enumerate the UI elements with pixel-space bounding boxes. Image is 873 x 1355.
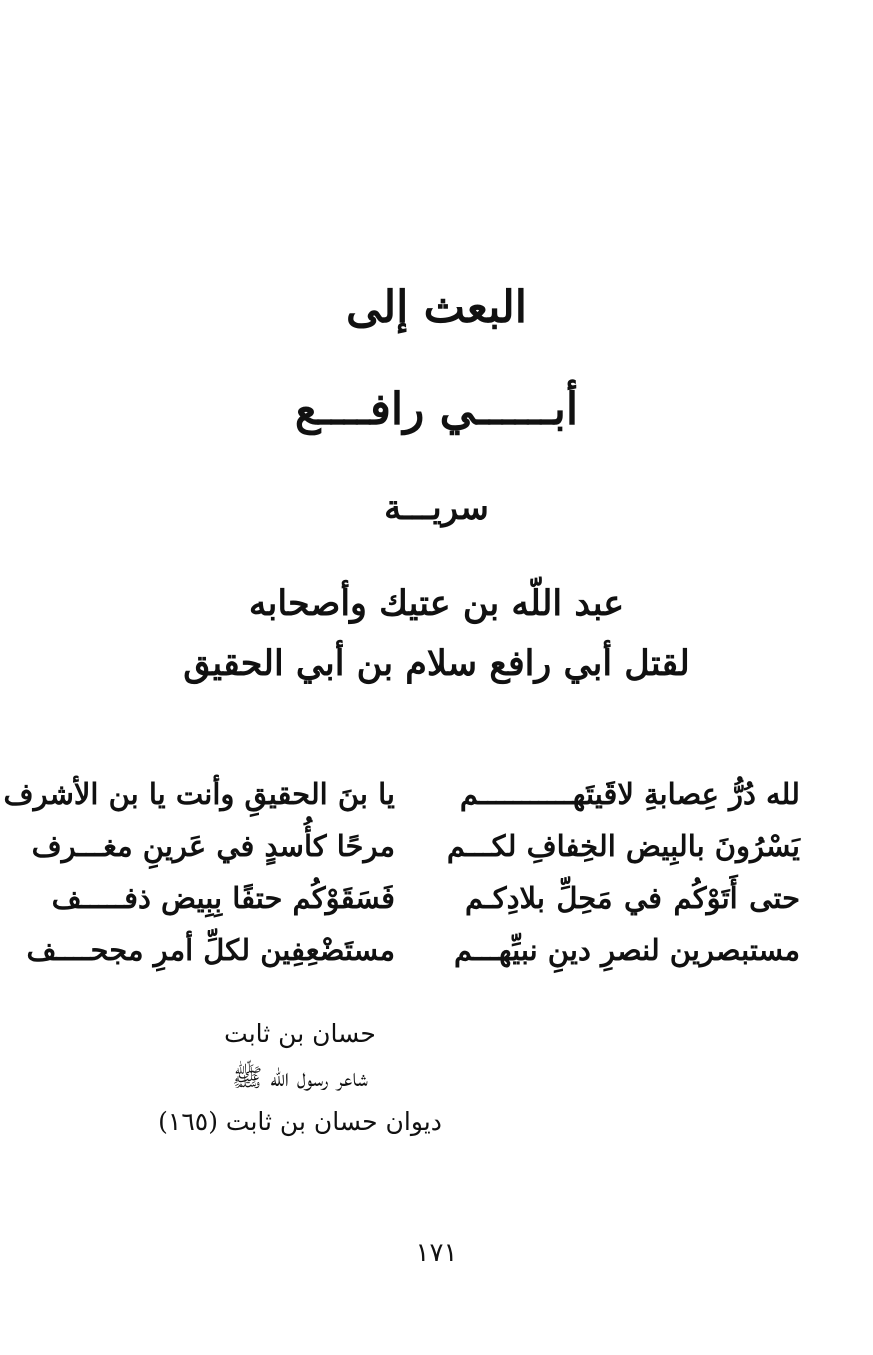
poem-second-hemistich: يا بنَ الحقيقِ وأنت يا بن الأشرف bbox=[3, 777, 395, 811]
chapter-subtitle: سريـــة bbox=[384, 488, 489, 528]
poet-name: حسان بن ثابت bbox=[224, 1019, 376, 1048]
poem-first-hemistich: حتى أَتَوْكُم في مَحِلِّ بلادِكـم bbox=[465, 881, 800, 915]
poem-verse bbox=[26, 924, 800, 976]
poem-attribution bbox=[120, 1012, 480, 1144]
intro-line-2: لقتل أبي رافع سلام بن أبي الحقيق bbox=[183, 643, 690, 684]
chapter-title-line-1: البعث إلى bbox=[346, 282, 527, 333]
intro-line-1: عبد اللّه بن عتيك وأصحابه bbox=[248, 583, 625, 624]
poem-verse bbox=[3, 768, 800, 820]
poem-first-hemistich: يَسْرُونَ بالبِيض الخِفافِ لكـــم bbox=[446, 829, 800, 863]
poem-first-hemistich: مستبصرين لنصرِ دينِ نبيِّهـــم bbox=[453, 933, 800, 967]
poem-second-hemistich: فَسَقَوْكُم حتفًا بِبِيض ذفـــــف bbox=[51, 881, 395, 915]
poem-source: ديوان حسان بن ثابت (١٦٥) bbox=[158, 1107, 442, 1136]
poem-block bbox=[3, 768, 800, 976]
poem-verse bbox=[31, 820, 800, 872]
poem-first-hemistich: لله دُرُّ عِصابةِ لاقَيتَهـــــــــــم bbox=[459, 777, 800, 811]
poem-second-hemistich: مرحًا كأُسدٍ في عَرينِ مغـــرف bbox=[31, 829, 395, 863]
chapter-title-line-2: أبــــــي رافــــع bbox=[294, 384, 579, 435]
page-number: ١٧١ bbox=[415, 1238, 458, 1268]
poet-role: شاعر رسول اللّه ﷺ bbox=[232, 1063, 368, 1092]
poem-second-hemistich: مستَضْعِفِين لكلِّ أمرِ مجحــــف bbox=[26, 933, 395, 967]
poem-verse bbox=[51, 872, 800, 924]
